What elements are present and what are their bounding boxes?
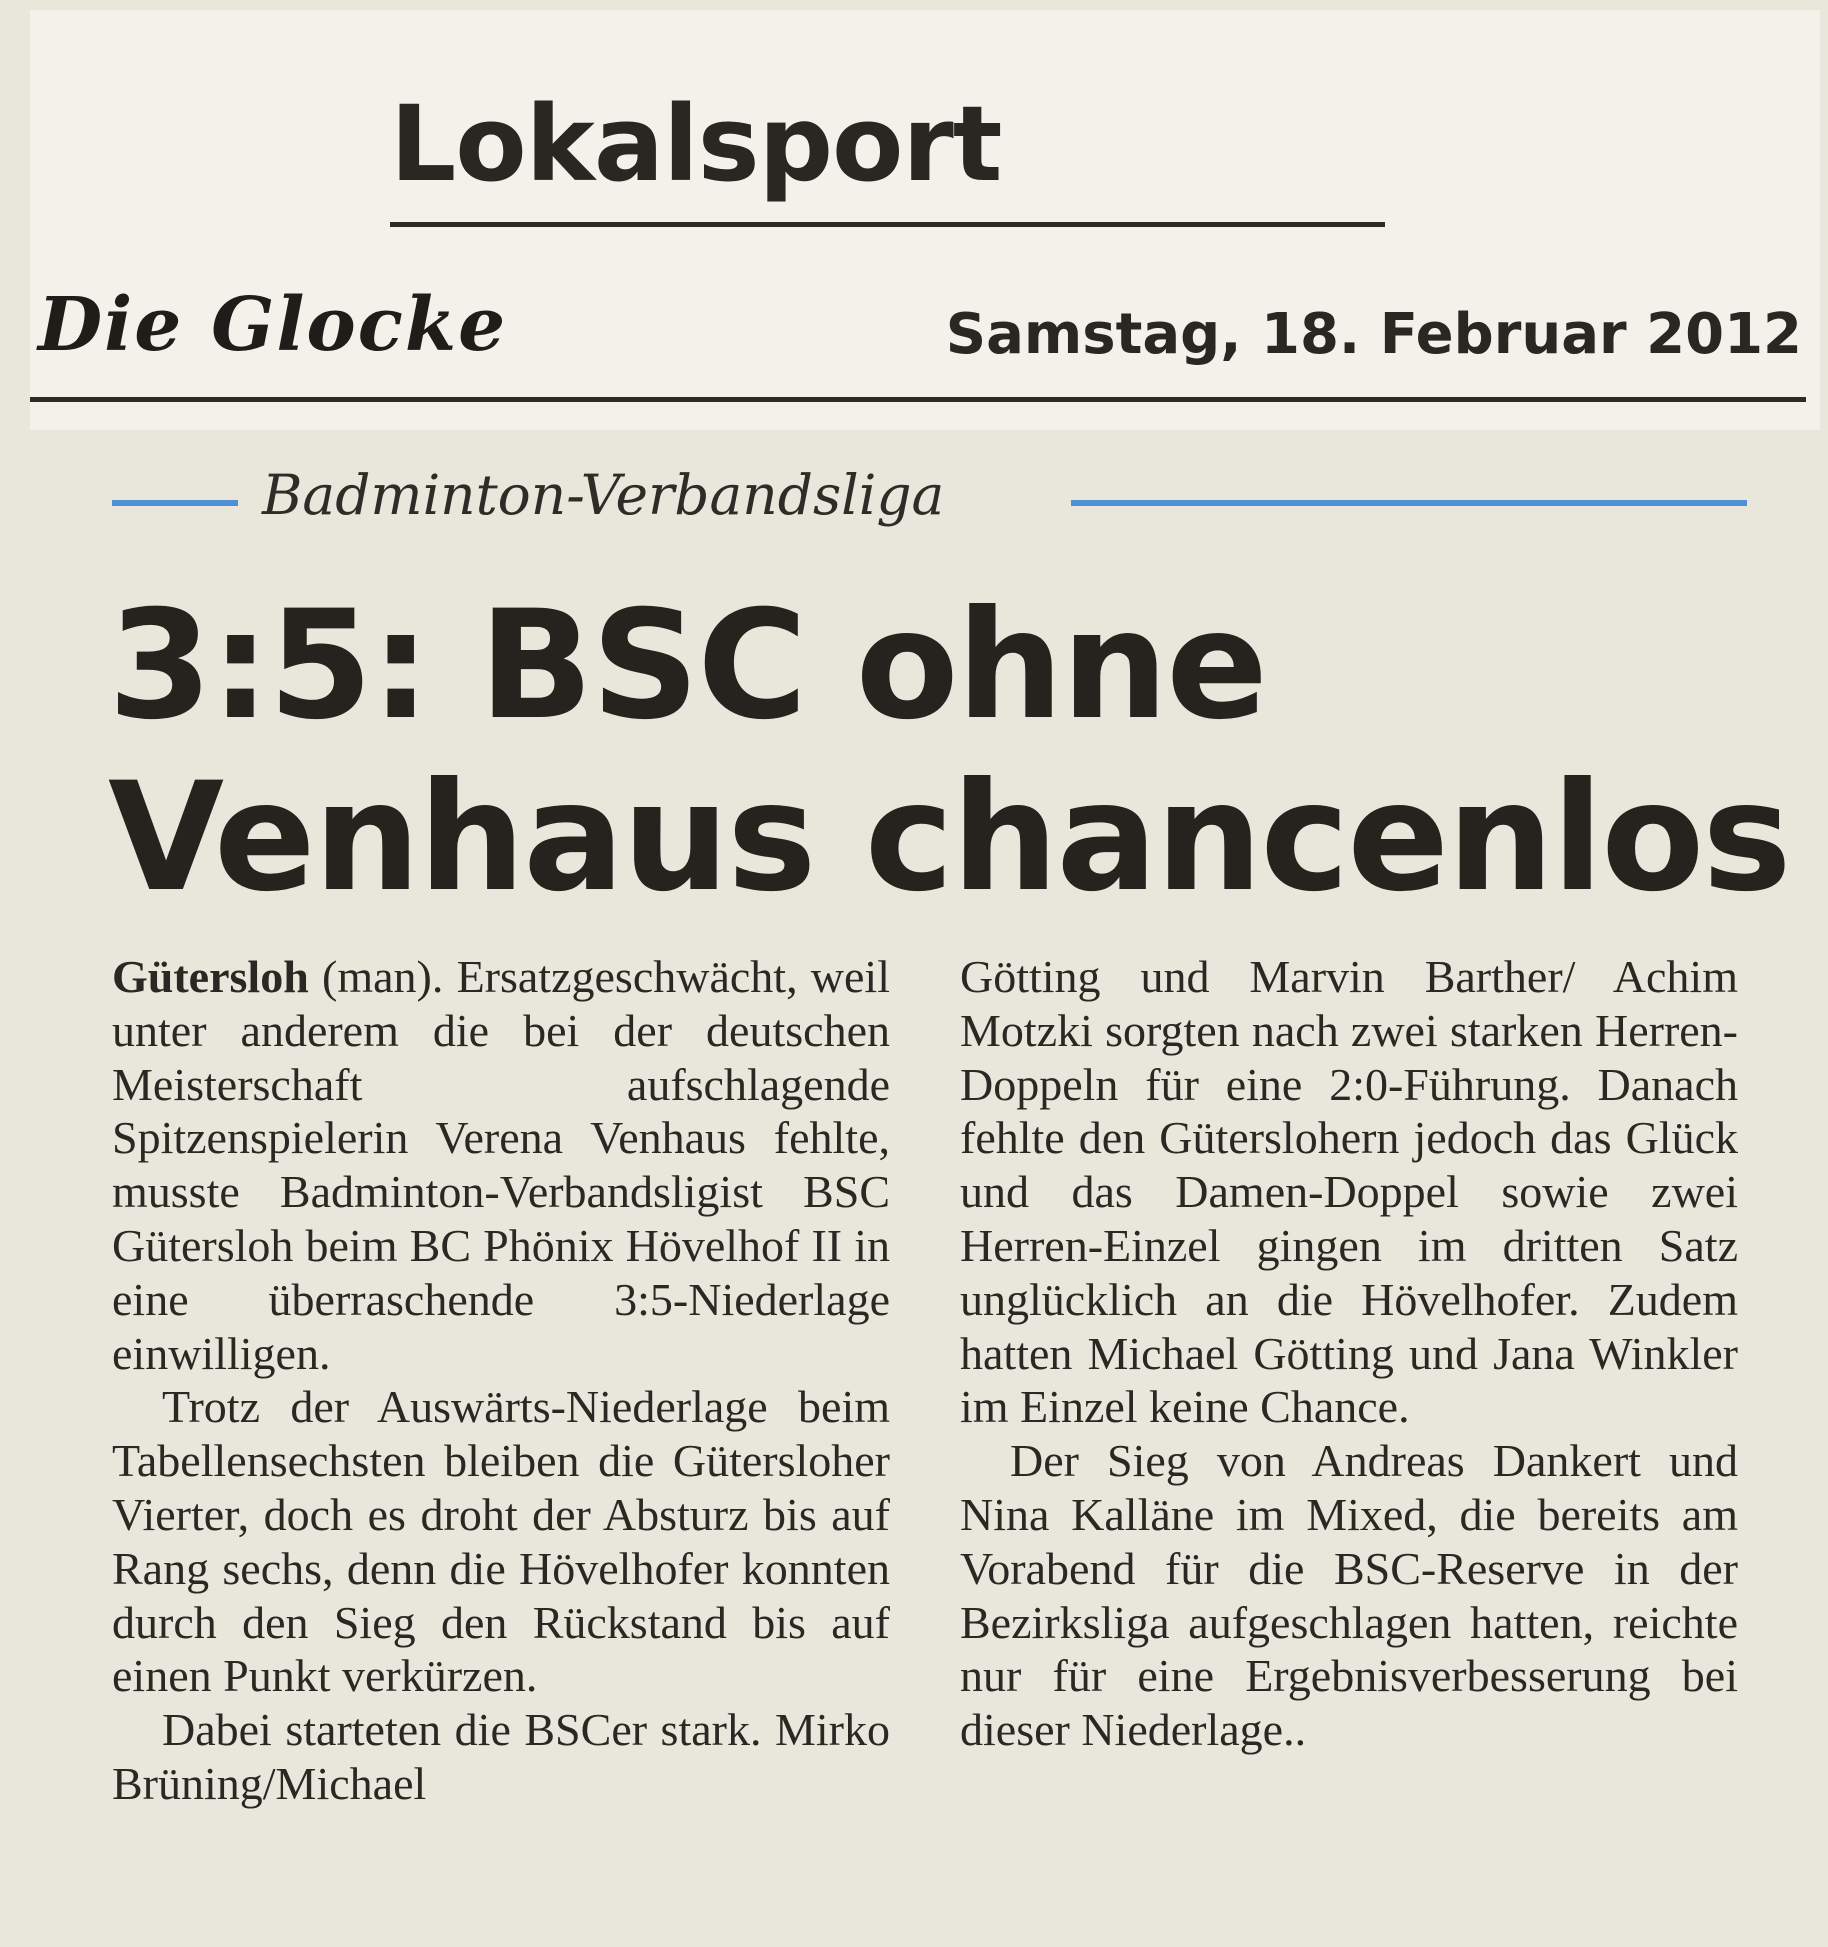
article-kicker: Badminton-Verbandsliga	[262, 463, 945, 527]
paragraph-1-text: (man). Ersatzgeschwächt, weil unter anderem die bei der deutschen Meisterschaft aufschlagende Spitzenspielerin Verena Venhaus fehlte, musste Badminton-Verbandsligist BSC Gütersloh beim BC Phönix Hövelhof II in eine überraschende 3:5-Niederlage einwilligen.	[112, 951, 890, 1379]
article-paragraph-2: Trotz der Auswärts-Niederlage beim Tabellensechsten bleiben die Gütersloher Vierter, doch es droht der Absturz bis auf Rang sechs, denn die Hövelhofer konnten durch den Sieg den Rückstand bis auf einen Punkt verkürzen.	[112, 1381, 890, 1702]
newspaper-logo: Die Glocke	[38, 282, 508, 368]
article-headline	[108, 579, 1790, 925]
article-paragraph-3: Dabei starteten die BSCer stark. Mirko Brüning/Michael	[112, 1704, 890, 1809]
masthead-divider	[30, 397, 1806, 402]
article-column-left	[112, 950, 890, 1811]
kicker-rule-left	[112, 500, 238, 506]
issue-date: Samstag, 18. Februar 2012	[945, 302, 1802, 367]
article-column-right	[960, 950, 1738, 1757]
article-paragraph-4: Götting und Marvin Barther/ Achim Motzki sorgten nach zwei starken Herren-Doppeln für eine 2:0-Führung. Danach fehlte den Güterslohern jedoch das Glück und das Damen-Doppel sowie zwei Herren-Einzel gingen im dritten Satz unglücklich an die Hövelhofer. Zudem hatten Michael Götting und Jana Winkler im Einzel keine Chance.	[960, 951, 1738, 1433]
headline-line-1: 3:5: BSC ohne	[108, 579, 1266, 753]
article-paragraph-5: Der Sieg von Andreas Dankert und Nina Kalläne im Mixed, die bereits am Vorabend für die BSC-Reserve in der Bezirksliga aufgeschlagen hatten, reichte nur für eine Ergebnisverbesserung bei dieser Niederlage..	[960, 1435, 1738, 1756]
section-title: Lokalsport	[390, 83, 1002, 205]
article-paragraph-1	[112, 950, 890, 1380]
dateline: Gütersloh	[112, 951, 309, 1002]
section-divider	[390, 222, 1385, 227]
kicker-rule-right	[1071, 500, 1747, 506]
headline-line-2: Venhaus chancenlos	[108, 751, 1790, 925]
